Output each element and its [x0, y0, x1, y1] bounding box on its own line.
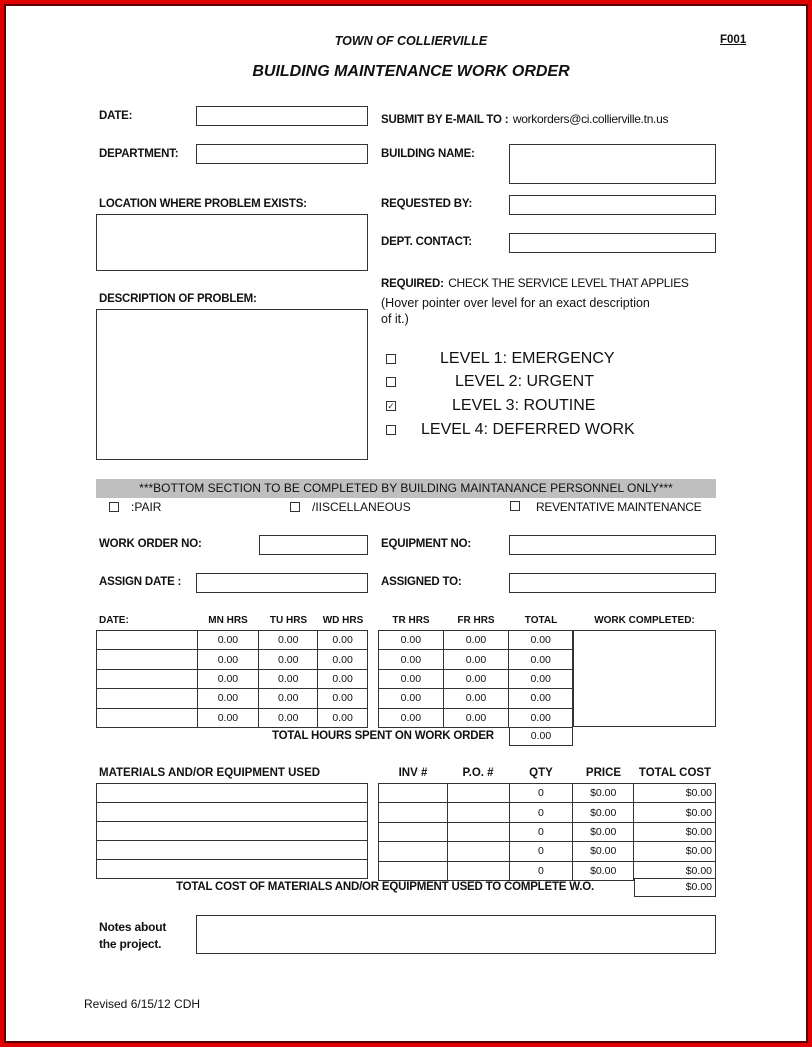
table-row [379, 822, 716, 841]
fr-hrs-cell[interactable]: 0.00 [443, 689, 509, 708]
level-4-checkbox[interactable] [386, 425, 396, 435]
hours-header-tr: TR HRS [392, 615, 430, 626]
revision-note: Revised 6/15/12 CDH [84, 997, 201, 1011]
equipment-no-label: EQUIPMENT NO: [381, 538, 472, 550]
row-total-cell: 0.00 [509, 631, 573, 650]
po-number-cell[interactable] [447, 803, 509, 822]
table-row [97, 803, 368, 822]
department-label: DEPARTMENT: [99, 148, 179, 160]
tr-hrs-cell[interactable]: 0.00 [379, 650, 444, 669]
table-row [97, 631, 368, 650]
price-cell[interactable]: $0.00 [573, 842, 634, 861]
table-row [97, 784, 368, 803]
wd-hrs-cell[interactable]: 0.00 [318, 631, 368, 650]
dept-contact-field[interactable] [509, 233, 716, 253]
hours-header-tu: TU HRS [269, 615, 308, 626]
row-total-cell: 0.00 [509, 689, 573, 708]
description-label: DESCRIPTION OF PROBLEM: [99, 293, 257, 305]
line-total-cell: $0.00 [634, 784, 716, 803]
hours-header-mn: MN HRS [208, 615, 248, 626]
tu-hrs-cell[interactable]: 0.00 [259, 689, 318, 708]
description-field[interactable] [96, 309, 368, 460]
hours-header-total: TOTAL [524, 615, 558, 626]
material-item-cell[interactable] [97, 784, 368, 803]
hours-date-cell[interactable] [97, 669, 198, 688]
level-1-checkbox[interactable] [386, 354, 396, 364]
qty-cell[interactable]: 0 [509, 803, 573, 822]
table-row [379, 784, 716, 803]
level-4-label[interactable]: LEVEL 4: DEFERRED WORK [421, 421, 635, 438]
page-title: BUILDING MAINTENANCE WORK ORDER [252, 63, 570, 80]
materials-header-total: TOTAL COST [638, 767, 712, 779]
qty-cell[interactable]: 0 [509, 842, 573, 861]
hover-hint-line2: of it.) [381, 312, 409, 326]
material-item-cell[interactable] [97, 803, 368, 822]
table-row [97, 841, 368, 860]
materials-header-item: MATERIALS AND/OR EQUIPMENT USED [99, 767, 321, 779]
preventative-maintenance-label: REVENTATIVE MAINTENANCE [536, 500, 702, 514]
dept-contact-label: DEPT. CONTACT: [381, 236, 472, 248]
level-1-label[interactable]: LEVEL 1: EMERGENCY [440, 350, 615, 367]
mn-hrs-cell[interactable]: 0.00 [197, 631, 259, 650]
level-3-checkbox[interactable] [386, 401, 396, 411]
materials-header-po: P.O. # [462, 767, 494, 779]
preventative-maintenance-checkbox[interactable] [510, 501, 520, 511]
table-row [379, 803, 716, 822]
price-cell[interactable]: $0.00 [573, 822, 634, 841]
form-code: F001 [720, 34, 747, 46]
table-row [97, 822, 368, 841]
tu-hrs-cell[interactable]: 0.00 [259, 650, 318, 669]
row-total-cell: 0.00 [509, 669, 573, 688]
materials-detail-table [378, 783, 716, 881]
qty-cell[interactable]: 0 [509, 822, 573, 841]
required-label: REQUIRED: [381, 278, 444, 290]
qty-cell[interactable]: 0 [509, 784, 573, 803]
table-row [97, 669, 368, 688]
po-number-cell[interactable] [447, 861, 509, 880]
hours-header-wd: WD HRS [322, 615, 364, 626]
submit-label: SUBMIT BY E-MAIL TO : [381, 114, 509, 126]
inv-number-cell[interactable] [379, 861, 448, 880]
location-field[interactable] [96, 214, 368, 271]
line-total-cell: $0.00 [634, 861, 716, 880]
assigned-to-field[interactable] [509, 573, 716, 593]
tu-hrs-cell[interactable]: 0.00 [259, 669, 318, 688]
org-name: TOWN OF COLLIERVILLE [334, 34, 488, 48]
inv-number-cell[interactable] [379, 803, 448, 822]
po-number-cell[interactable] [447, 822, 509, 841]
notes-label-line1: Notes about [99, 920, 167, 934]
fr-hrs-cell[interactable]: 0.00 [443, 650, 509, 669]
tu-hrs-cell[interactable]: 0.00 [259, 708, 318, 727]
row-total-cell: 0.00 [509, 708, 573, 727]
line-total-cell: $0.00 [634, 803, 716, 822]
material-item-cell[interactable] [97, 860, 368, 879]
po-number-cell[interactable] [447, 784, 509, 803]
assigned-to-label: ASSIGNED TO: [381, 576, 462, 588]
materials-header-inv: INV # [398, 767, 428, 779]
inv-number-cell[interactable] [379, 784, 448, 803]
assign-date-field[interactable] [196, 573, 368, 593]
building-name-field[interactable] [509, 144, 716, 184]
notes-field[interactable] [196, 915, 716, 954]
price-cell[interactable]: $0.00 [573, 803, 634, 822]
hours-table-right [378, 630, 573, 728]
date-field[interactable] [196, 106, 368, 126]
table-row [97, 689, 368, 708]
department-field[interactable] [196, 144, 368, 164]
hours-date-cell[interactable] [97, 631, 198, 650]
assign-date-label: ASSIGN DATE : [99, 576, 182, 588]
hours-date-cell[interactable] [97, 650, 198, 669]
level-2-label[interactable]: LEVEL 2: URGENT [455, 373, 595, 390]
wd-hrs-cell[interactable]: 0.00 [318, 708, 368, 727]
wd-hrs-cell[interactable]: 0.00 [318, 669, 368, 688]
hover-hint-line1: (Hover pointer over level for an exact description [381, 296, 650, 310]
tr-hrs-cell[interactable]: 0.00 [379, 631, 444, 650]
mn-hrs-cell[interactable]: 0.00 [197, 708, 259, 727]
row-total-cell: 0.00 [509, 650, 573, 669]
level-3-label[interactable]: LEVEL 3: ROUTINE [452, 397, 596, 414]
hours-date-cell[interactable] [97, 689, 198, 708]
building-name-label: BUILDING NAME: [381, 148, 475, 160]
service-level-instruction [381, 274, 689, 292]
tu-hrs-cell[interactable]: 0.00 [259, 631, 318, 650]
work-order-no-label: WORK ORDER NO: [99, 538, 202, 550]
total-hours-value: 0.00 [509, 727, 573, 746]
hours-table-left [96, 630, 368, 728]
qty-cell[interactable]: 0 [509, 861, 573, 880]
equipment-no-field[interactable] [509, 535, 716, 555]
total-hours-label: TOTAL HOURS SPENT ON WORK ORDER [272, 730, 494, 742]
materials-total-value: $0.00 [634, 878, 716, 897]
table-row [379, 689, 573, 708]
fr-hrs-cell[interactable]: 0.00 [443, 669, 509, 688]
work-order-no-field[interactable] [259, 535, 368, 555]
work-completed-field[interactable] [573, 630, 716, 727]
repair-label: :PAIR [131, 500, 162, 514]
hours-header-date: DATE: [99, 615, 129, 626]
tr-hrs-cell[interactable]: 0.00 [379, 708, 444, 727]
table-row [97, 650, 368, 669]
table-row [97, 860, 368, 879]
mn-hrs-cell[interactable]: 0.00 [197, 650, 259, 669]
hours-header-work-completed: WORK COMPLETED: [594, 615, 695, 626]
checkmark-icon: ✓ [387, 401, 395, 411]
price-cell[interactable]: $0.00 [573, 861, 634, 880]
table-row [97, 708, 368, 727]
materials-item-table [96, 783, 368, 879]
submit-email-link[interactable]: workorders@ci.collierville.tn.us [512, 112, 669, 126]
hours-date-cell[interactable] [97, 708, 198, 727]
line-total-cell: $0.00 [634, 822, 716, 841]
repair-checkbox[interactable] [109, 502, 119, 512]
tr-hrs-cell[interactable]: 0.00 [379, 689, 444, 708]
table-row [379, 842, 716, 861]
requested-by-label: REQUESTED BY: [381, 198, 473, 210]
materials-header-qty: QTY [529, 767, 553, 779]
po-number-cell[interactable] [447, 842, 509, 861]
materials-header-price: PRICE [585, 767, 622, 779]
service-level-instruction-text: CHECK THE SERVICE LEVEL THAT APPLIES [448, 276, 689, 290]
fr-hrs-cell[interactable]: 0.00 [443, 631, 509, 650]
miscellaneous-label: /IISCELLANEOUS [312, 500, 411, 514]
submit-email-row [381, 110, 668, 128]
level-2-checkbox[interactable] [386, 377, 396, 387]
fr-hrs-cell[interactable]: 0.00 [443, 708, 509, 727]
table-row [379, 631, 573, 650]
inv-number-cell[interactable] [379, 842, 448, 861]
hours-header-fr: FR HRS [457, 615, 495, 626]
personnel-only-banner: ***BOTTOM SECTION TO BE COMPLETED BY BUILDING MAINTANANCE PERSONNEL ONLY*** [96, 479, 716, 498]
mn-hrs-cell[interactable]: 0.00 [197, 669, 259, 688]
wd-hrs-cell[interactable]: 0.00 [318, 650, 368, 669]
mn-hrs-cell[interactable]: 0.00 [197, 689, 259, 708]
table-row [379, 669, 573, 688]
inv-number-cell[interactable] [379, 822, 448, 841]
tr-hrs-cell[interactable]: 0.00 [379, 669, 444, 688]
notes-label-line2: the project. [99, 937, 162, 951]
materials-total-label: TOTAL COST OF MATERIALS AND/OR EQUIPMENT USED TO COMPLETE W.O. [176, 881, 595, 893]
requested-by-field[interactable] [509, 195, 716, 215]
table-row [379, 708, 573, 727]
material-item-cell[interactable] [97, 841, 368, 860]
location-label: LOCATION WHERE PROBLEM EXISTS: [99, 198, 307, 210]
line-total-cell: $0.00 [634, 842, 716, 861]
wd-hrs-cell[interactable]: 0.00 [318, 689, 368, 708]
miscellaneous-checkbox[interactable] [290, 502, 300, 512]
table-row [379, 650, 573, 669]
price-cell[interactable]: $0.00 [573, 784, 634, 803]
material-item-cell[interactable] [97, 822, 368, 841]
date-label: DATE: [99, 110, 133, 122]
